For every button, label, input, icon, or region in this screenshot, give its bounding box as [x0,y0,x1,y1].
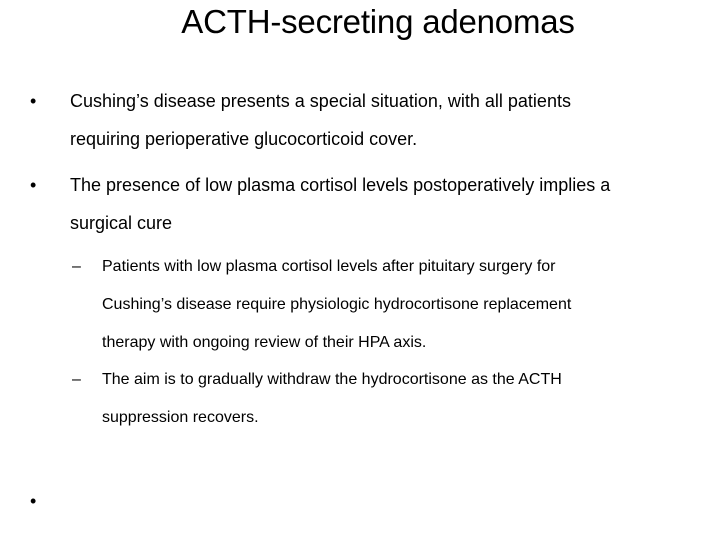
sub-bullet-text [102,361,562,437]
bullet-line: The presence of low plasma cortisol levels postoperatively implies a [70,175,611,195]
sub-bullet-line: therapy with ongoing review of their HPA axis. [102,334,427,351]
bullet-marker: • [30,175,37,195]
bullet-text [70,82,571,158]
sub-bullet-line: The aim is to gradually withdraw the hydrocortisone as the ACTH [102,371,562,388]
sub-bullet-line: suppression recovers. [102,409,259,426]
sub-bullet-marker: – [72,258,81,275]
bullet-line: surgical cure [70,213,173,233]
sub-bullet-marker: – [72,371,81,388]
sub-bullet-line: Patients with low plasma cortisol levels after pituitary surgery for [102,258,556,275]
bullet-marker: • [30,491,37,511]
sub-bullet-line: Cushing’s disease require physiologic hydrocortisone replacement [102,296,572,313]
sub-bullet-text [102,248,571,362]
slide-title: ACTH-secreting adenomas [181,3,575,40]
bullet-marker: • [30,91,37,111]
bullet-line: requiring perioperative glucocorticoid cover. [70,129,418,149]
bullet-text [70,166,610,242]
bullet-line: Cushing’s disease presents a special situation, with all patients [70,91,571,111]
